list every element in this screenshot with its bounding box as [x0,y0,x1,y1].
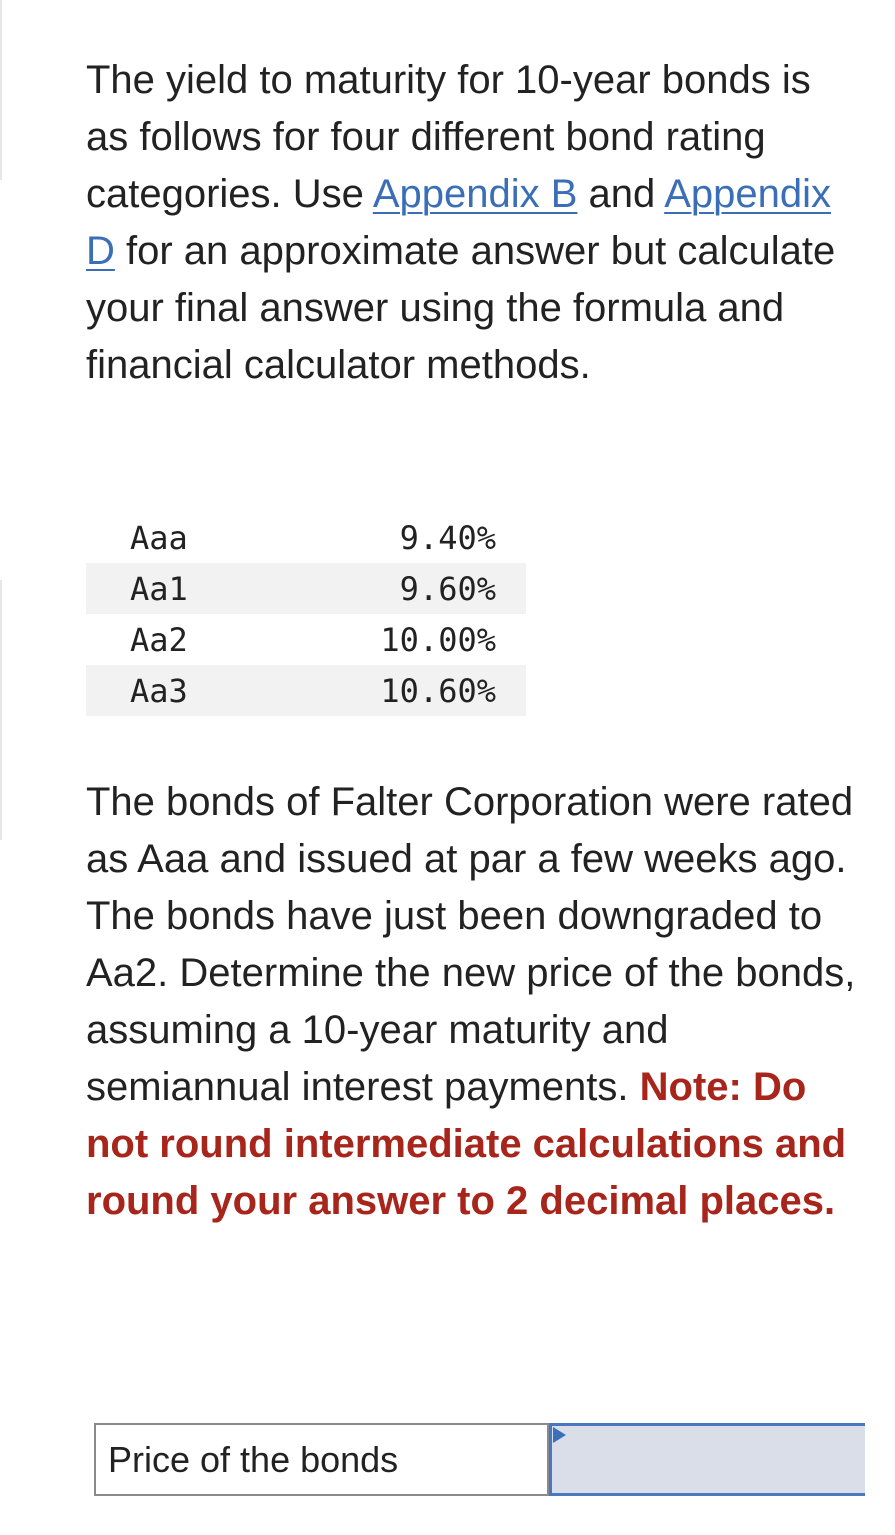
rating-cell: Aa1 [86,563,267,614]
yield-cell: 9.60% [267,563,526,614]
question-text: The bonds of Falter Corporation were rated as Aaa and issued at par a few weeks ago. The bonds have just been downgraded to Aa2. Determine the new price of the bonds, assuming a 10-year maturity and semiannual interest payments. [86,780,856,1109]
appendix-d-link[interactable]: Appendix D [86,172,831,273]
intro-text: for an approximate answer but calculate your final answer using the formula and financial calculator methods. [86,229,836,387]
rating-cell: Aa2 [130,620,188,659]
left-border-segment [0,580,2,840]
question-paragraph [86,774,856,1230]
intro-text: and [577,172,665,216]
answer-row [94,1423,865,1496]
price-of-bonds-input[interactable] [549,1423,865,1496]
price-of-bonds-label: Price of the bonds [94,1423,549,1496]
rating-cell: Aaa [130,518,188,557]
yield-cell: 10.60% [267,665,526,716]
triangle-flag-icon [553,1427,566,1443]
intro-text: The yield to maturity for 10-year bonds is as follows for four different bond rating categories. Use [86,58,811,216]
yield-cell: 9.40% [399,518,496,557]
rounding-note: Note: Do not round intermediate calculations and round your answer to 2 decimal places. [86,1065,847,1223]
intro-paragraph [86,52,856,394]
bond-ratings-table [86,512,526,716]
table-row [86,563,526,614]
table-row [86,512,526,563]
left-border-segment [0,0,2,180]
table-row [86,665,526,716]
appendix-b-link[interactable]: Appendix B [372,172,578,216]
table-row [86,614,526,665]
rating-cell: Aa3 [86,665,267,716]
yield-cell: 10.00% [380,620,496,659]
